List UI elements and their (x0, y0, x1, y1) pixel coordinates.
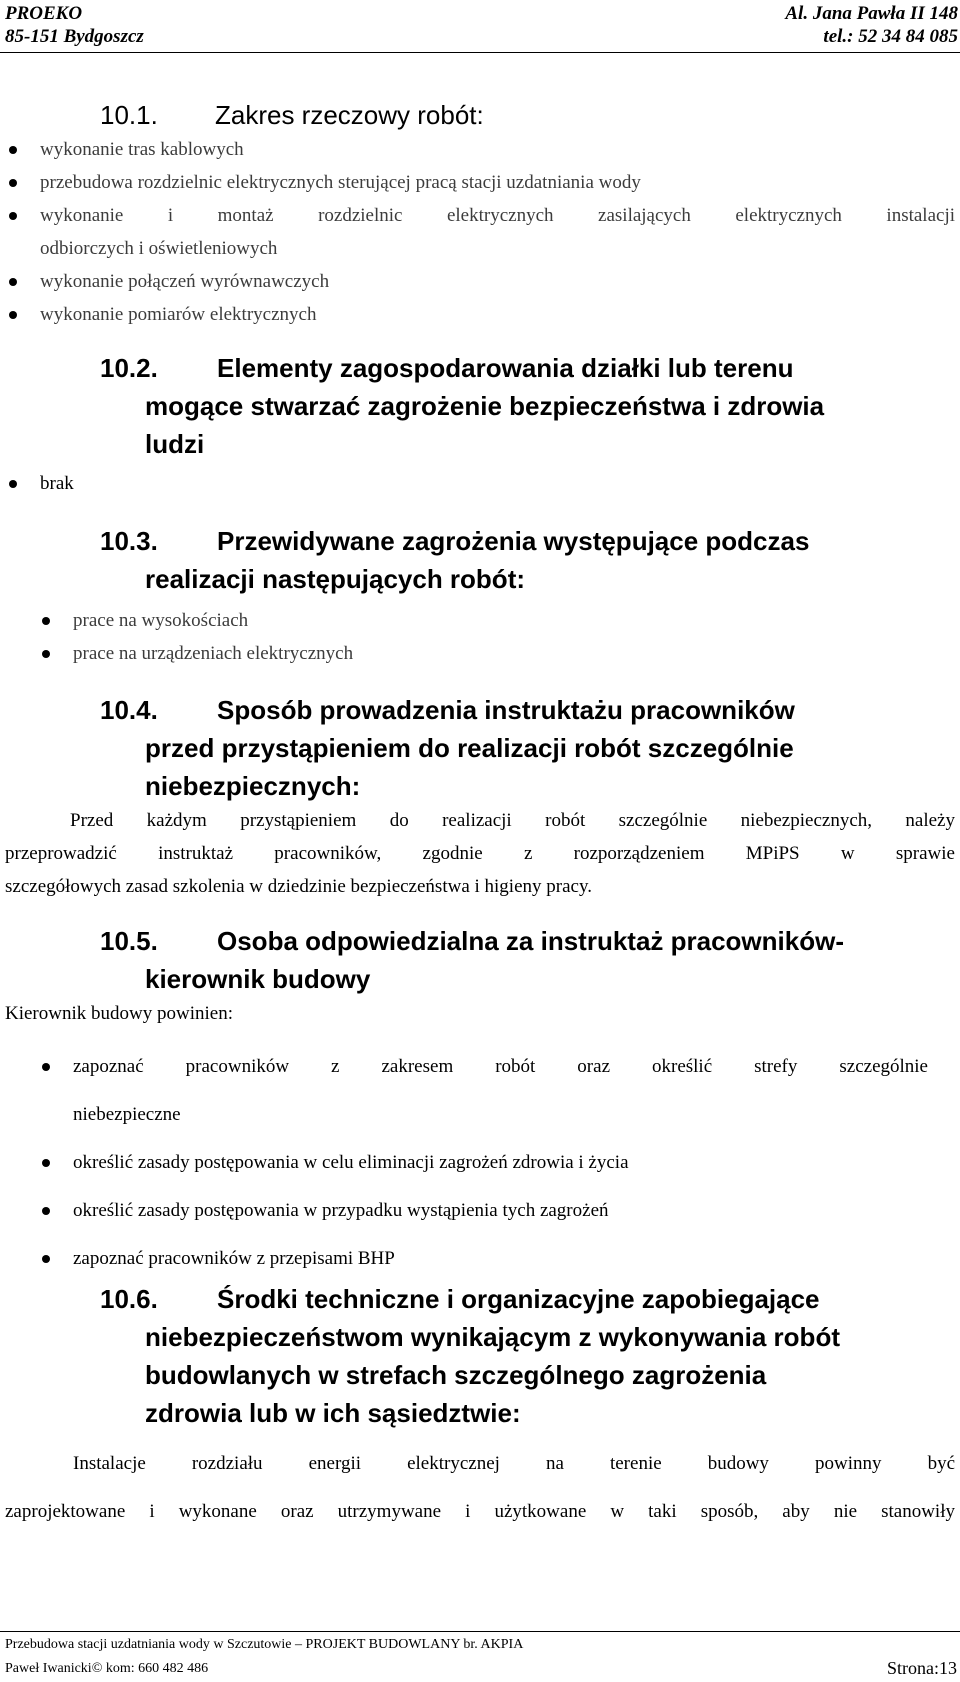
section-number: 10.5. (100, 926, 158, 956)
section-title-line: mogące stwarzać zagrożenie bezpieczeństwa i zdrowia (145, 391, 825, 421)
installations-paragraph (5, 1440, 955, 1536)
list-item: prace na urządzeniach elektrycznych (33, 637, 353, 670)
section-number: 10.2. (100, 353, 158, 383)
footer-project: Przebudowa stacji uzdatniania wody w Szczutowie – PROJEKT BUDOWLANY br. AKPIA (5, 1637, 524, 1652)
section-10-5-heading (100, 922, 844, 998)
list-item: określić zasady postępowania w przypadku wystąpienia tych zagrożeń (33, 1187, 928, 1235)
section-title-line: przed przystąpieniem do realizacji robót szczególnie (145, 733, 794, 763)
section-title-line: Przewidywane zagrożenia występujące podczas (217, 526, 810, 556)
section-title-line: zdrowia lub w ich sąsiedztwie: (145, 1398, 521, 1428)
section-number: 10.1. (100, 100, 158, 130)
list-item: określić zasady postępowania w celu eliminacji zagrożeń zdrowia i życia (33, 1139, 928, 1187)
list-item-continuation: niebezpieczne (73, 1104, 181, 1125)
section-number: 10.4. (100, 695, 158, 725)
list-item: wykonanie pomiarów elektrycznych (0, 298, 955, 331)
header-phone: tel.: 52 34 84 085 (823, 26, 958, 47)
section-title-line: niebezpiecznych: (145, 771, 361, 801)
section-10-1-heading (100, 96, 484, 134)
section-title-line: kierownik budowy (145, 964, 371, 994)
footer-author: Paweł Iwanicki© kom: 660 482 486 (5, 1661, 209, 1676)
list-item (33, 1043, 928, 1091)
list-item: wykonanie tras kablowych (0, 133, 955, 166)
section-title-line: Środki techniczne i organizacyjne zapobiegające (217, 1284, 820, 1314)
list-item: zapoznać pracowników z przepisami BHP (33, 1235, 928, 1283)
section-title: Zakres rzeczowy robót: (215, 100, 484, 130)
instruction-paragraph (5, 804, 955, 903)
section-10-4-heading (100, 691, 795, 805)
section-title-line: realizacji następujących robót: (145, 564, 526, 594)
header-company: PROEKO (5, 3, 83, 24)
section-title-line: Osoba odpowiedzialna za instruktaż pracowników- (217, 926, 844, 956)
list-item: przebudowa rozdzielnic elektrycznych sterującej pracą stacji uzdatniania wody (0, 166, 955, 199)
section-10-3-heading (100, 522, 809, 598)
list-item-continuation: odbiorczych i oświetleniowych (40, 238, 278, 259)
section-number: 10.6. (100, 1284, 158, 1314)
hazard-elements-list (0, 467, 74, 500)
header-city: 85-151 Bydgoszcz (5, 26, 144, 47)
scope-list (0, 133, 955, 331)
section-title-line: budowlanych w strefach szczególnego zagrożenia (145, 1360, 767, 1390)
paragraph-line: szczegółowych zasad szkolenia w dziedzinie bezpieczeństwa i higieny pracy. (5, 876, 592, 897)
section-title-line: niebezpieczeństwom wynikającym z wykonywania robót (145, 1322, 840, 1352)
list-item: wykonanie połączeń wyrównawczych (0, 265, 955, 298)
list-item: brak (0, 467, 74, 500)
paragraph-line: przeprowadzić instruktaż pracowników, zgodnie z rozporządzeniem MPiPS w sprawie (5, 843, 955, 864)
list-item-text: zapoznać pracowników z zakresem robót oraz określić strefy szczególnie (73, 1056, 928, 1077)
section-number: 10.3. (100, 526, 158, 556)
paragraph-line: Instalacje rozdziału energii elektrycznej na terenie budowy powinny być (73, 1453, 955, 1474)
section-title-line: Sposób prowadzenia instruktażu pracowników (217, 695, 795, 725)
section-title-line: ludzi (145, 429, 205, 459)
paragraph-line: zaprojektowane i wykonane oraz utrzymywane i użytkowane w taki sposób, aby nie stanowiły (5, 1501, 955, 1522)
paragraph-line: Przed każdym przystąpieniem do realizacji robót szczególnie niebezpiecznych, należy (70, 810, 955, 831)
hazards-list (33, 604, 353, 670)
page-footer (0, 1631, 960, 1682)
page-header (0, 0, 960, 53)
header-address: Al. Jana Pawła II 148 (785, 3, 958, 24)
site-manager-duties-list (33, 1043, 928, 1283)
section-10-6-heading (100, 1280, 840, 1432)
intro-text: Kierownik budowy powinien: (5, 1003, 233, 1024)
section-10-2-heading (100, 349, 824, 463)
list-item: wykonanie i montaż rozdzielnic elektrycznych zasilających elektrycznych instalacji (0, 199, 955, 232)
section-title-line: Elementy zagospodarowania działki lub terenu (217, 353, 794, 383)
list-item: prace na wysokościach (33, 604, 353, 637)
page-number: Strona:13 (887, 1658, 957, 1678)
